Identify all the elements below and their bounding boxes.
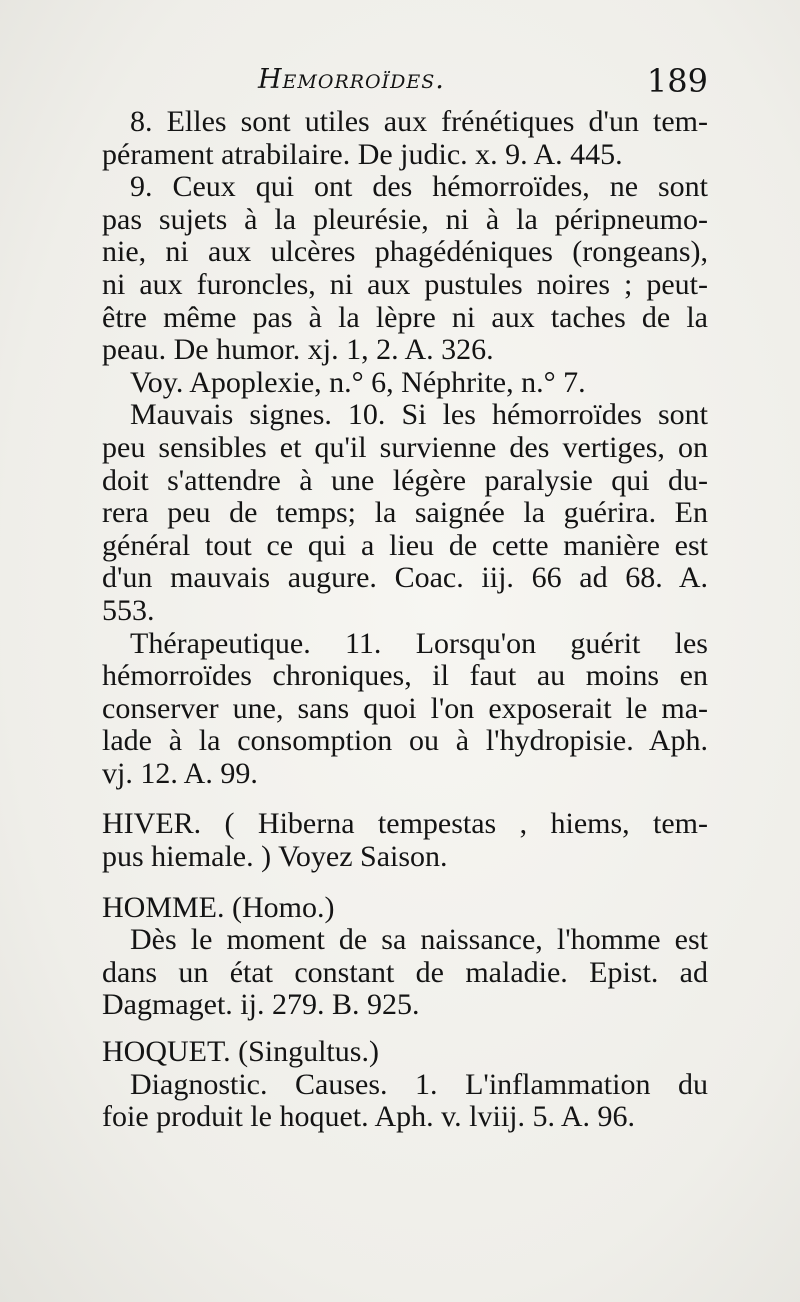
text-line: dans un état constant de maladie. Epist. ad (102, 955, 708, 989)
text-line: pus hiemale. ) Voyez Saison. (102, 840, 448, 874)
paragraph-10 (102, 399, 708, 627)
paragraph-11 (102, 628, 708, 791)
entry-hoquet (102, 1036, 708, 1134)
paragraph-9 (102, 171, 708, 367)
entry-title: HOQUET. (Singultus.) (102, 1035, 379, 1069)
text-line: nie, ni aux ulcères phagédéniques (rongeans), (102, 235, 708, 269)
text-line: général tout ce qui a lieu de cette manière est (102, 528, 708, 562)
text-line: Dès le moment de sa naissance, l'homme est (130, 923, 708, 957)
paragraph-8 (102, 106, 708, 171)
text-line: 9. Ceux qui ont des hémorroïdes, ne sont (130, 170, 708, 204)
text-line: Voy. Apoplexie, n.° 6, Néphrite, n.° 7. (130, 365, 586, 399)
entry-hiver (102, 808, 708, 873)
body-text (102, 106, 708, 1134)
text-line: 8. Elles sont utiles aux frénétiques d'un tem- (130, 105, 708, 138)
text-line: foie produit le hoquet. Aph. v. lviij. 5. A. 96. (102, 1100, 636, 1134)
text-line: lade à la consomption ou à l'hydropisie. Aph. (102, 724, 708, 758)
text-line: Diagnostic. Causes. 1. L'inflammation du (130, 1067, 708, 1101)
text-line: Thérapeutique. 11. Lorsqu'on guérit les (130, 626, 708, 660)
text-line: pérament atrabilaire. De judic. x. 9. A. 445. (102, 137, 623, 171)
text-line: HIVER. ( Hiberna tempestas , hiems, tem- (102, 807, 708, 841)
text-line: doit s'attendre à une légère paralysie qui du- (102, 463, 708, 497)
page-number: 189 (646, 62, 708, 100)
text-line: rera peu de temps; la saignée la guérira. En (102, 496, 708, 530)
entry-title: HOMME. (Homo.) (102, 890, 335, 924)
text-line: Dagmaget. ij. 279. B. 925. (102, 988, 420, 1022)
text-line: 553. (102, 593, 155, 627)
text-line: conserver une, sans quoi l'on exposerait le ma- (102, 691, 708, 725)
text-line: pas sujets à la pleurésie, ni à la péripneumo- (102, 202, 708, 236)
entry-homme (102, 892, 708, 1022)
voy-reference (102, 367, 708, 400)
page-header (120, 64, 708, 108)
text-line: être même pas à la lèpre ni aux taches de la (102, 300, 708, 334)
text-line: vj. 12. A. 99. (102, 756, 258, 790)
text-line: peu sensibles et qu'il survienne des vertiges, on (102, 430, 708, 464)
running-head: Hemorroïdes. (258, 64, 445, 95)
text-line: peau. De humor. xj. 1, 2. A. 326. (102, 333, 494, 367)
text-line: ni aux furoncles, ni aux pustules noires ; peut- (102, 267, 708, 301)
text-line: d'un mauvais augure. Coac. iij. 66 ad 68. A. (102, 561, 708, 595)
text-line: Mauvais signes. 10. Si les hémorroïdes sont (130, 398, 708, 432)
text-line: hémorroïdes chroniques, il faut au moins en (102, 659, 708, 693)
